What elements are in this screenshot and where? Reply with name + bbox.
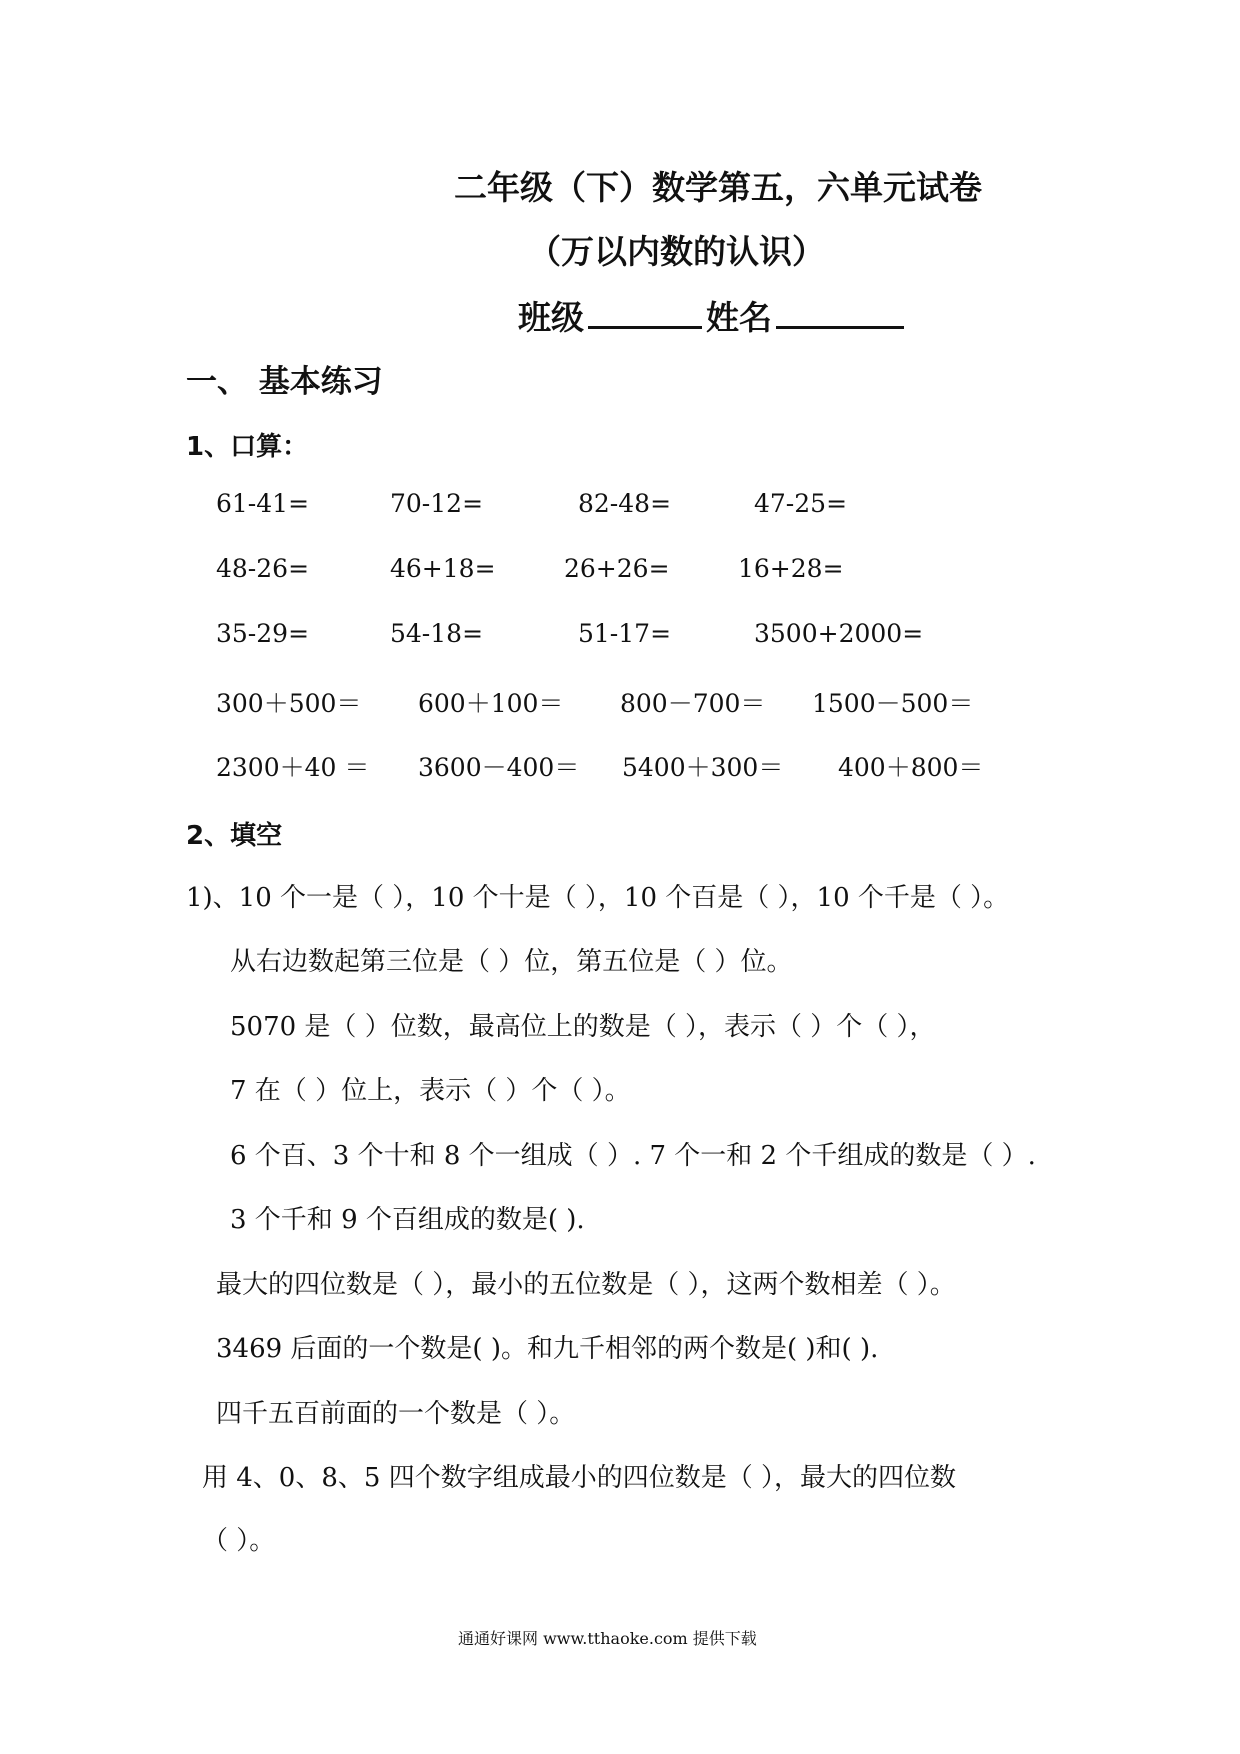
- fill-line: 5070 是（ ）位数，最高位上的数是（ ），表示（ ）个（ ），: [230, 1012, 936, 1042]
- calc-item: 400＋800＝: [838, 753, 984, 782]
- question-1-heading: 1、口算：: [186, 432, 309, 462]
- calc-item: 3500+2000=: [754, 619, 924, 648]
- class-blank[interactable]: [588, 296, 702, 329]
- calc-item: 3600－400＝: [418, 753, 580, 782]
- student-info-line: [518, 292, 908, 339]
- calc-item: 70-12=: [390, 489, 484, 518]
- calc-item: 600＋100＝: [418, 689, 564, 718]
- calc-item: 47-25=: [754, 489, 848, 518]
- calc-item: 26+26=: [564, 554, 670, 583]
- question-2-heading: 2、填空: [186, 821, 283, 851]
- calc-item: 51-17=: [578, 619, 672, 648]
- calc-item: 82-48=: [578, 489, 672, 518]
- name-blank[interactable]: [776, 296, 904, 329]
- name-label: 姓名: [706, 298, 772, 337]
- fill-line: 1)、10 个一是（ ），10 个十是（ ），10 个百是（ ），10 个千是（ ）。: [186, 883, 1010, 913]
- fill-line: 6 个百、3 个十和 8 个一组成（ ）. 7 个一和 2 个千组成的数是（ ）.: [230, 1141, 1036, 1171]
- calc-item: 35-29=: [216, 619, 310, 648]
- calc-item: 300＋500＝: [216, 689, 362, 718]
- footer-text: 通通好课网 www.tthaoke.com 提供下载: [458, 1629, 757, 1648]
- class-label: 班级: [518, 298, 584, 337]
- calc-item: 800－700＝: [620, 689, 766, 718]
- calc-item: 46+18=: [390, 554, 496, 583]
- calc-item: 16+28=: [738, 554, 844, 583]
- fill-line: 四千五百前面的一个数是（ ）。: [216, 1399, 576, 1429]
- fill-line: 3469 后面的一个数是( )。和九千相邻的两个数是( )和( ).: [216, 1334, 879, 1364]
- calc-item: 54-18=: [390, 619, 484, 648]
- section-heading: 一、 基本练习: [186, 364, 383, 400]
- calc-item: 48-26=: [216, 554, 310, 583]
- fill-line: 从右边数起第三位是（ ）位，第五位是（ ）位。: [230, 947, 793, 977]
- calc-item: 61-41=: [216, 489, 310, 518]
- fill-line: （ ）。: [202, 1526, 276, 1556]
- calc-item: 1500－500＝: [812, 689, 974, 718]
- calc-item: 5400＋300＝: [622, 753, 784, 782]
- fill-line: 最大的四位数是（ ），最小的五位数是（ ），这两个数相差（ ）。: [216, 1270, 956, 1300]
- page-subtitle: （万以内数的认识）: [528, 232, 825, 271]
- fill-line: 3 个千和 9 个百组成的数是( ).: [230, 1205, 585, 1235]
- page-title: 二年级（下）数学第五，六单元试卷: [454, 168, 982, 207]
- fill-line: 7 在（ ）位上，表示（ ）个（ ）。: [230, 1076, 631, 1106]
- fill-line: 用 4、0、8、5 四个数字组成最小的四位数是（ ），最大的四位数: [202, 1463, 956, 1493]
- calc-item: 2300＋40 ＝: [216, 753, 370, 782]
